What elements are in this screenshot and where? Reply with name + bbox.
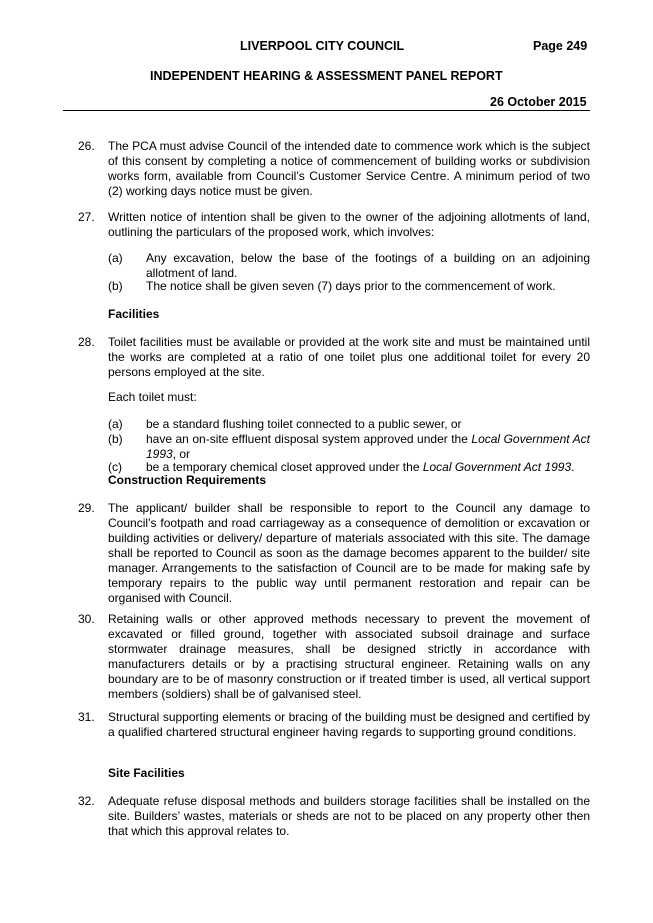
toilet-intro: Each toilet must:	[108, 390, 197, 404]
item-text-post: .	[571, 460, 575, 474]
header-divider	[63, 110, 590, 111]
item-text-pre: have an on-site effluent disposal system approved under the	[146, 432, 472, 446]
item-label: (a)	[108, 417, 123, 431]
condition-text: Written notice of intention shall be given to the owner of the adjoining allotments of land, outlining the particulars of the proposed work, which involves:	[108, 210, 590, 239]
condition-text: Adequate refuse disposal methods and builders storage facilities shall be installed on the site. Builders’ wastes, materials or sheds are not to be placed on any property other then that which this approval relates to.	[108, 794, 590, 838]
report-title: INDEPENDENT HEARING & ASSESSMENT PANEL REPORT	[150, 69, 503, 83]
condition-number: 28.	[78, 335, 95, 349]
report-date: 26 October 2015	[490, 95, 587, 109]
act-name: Local Government Act 1993	[146, 432, 590, 461]
item-text-post: , or	[172, 447, 191, 461]
condition-number: 29.	[78, 501, 95, 515]
item-label: (b)	[108, 432, 123, 446]
act-name: Local Government Act 1993	[422, 460, 572, 474]
condition-text: Toilet facilities must be available or provided at the work site and must be maintained until the works are completed at a ratio of one toilet plus one additional toilet for every 20 persons employed at the site.	[108, 335, 590, 379]
item-text: be a standard flushing toilet connected to a public sewer, or	[146, 417, 462, 431]
condition-number: 32.	[78, 794, 95, 808]
section-heading-site-facilities: Site Facilities	[108, 766, 185, 780]
item-text: The notice shall be given seven (7) days prior to the commencement of work.	[146, 279, 556, 293]
section-heading-facilities: Facilities	[108, 307, 160, 321]
item-text: Any excavation, below the base of the footings of a building on an adjoining allotment of land.	[146, 251, 590, 280]
condition-text: Structural supporting elements or bracing of the building must be designed and certified by a qualified chartered structural engineer having regards to supporting ground conditions.	[108, 710, 590, 739]
item-label: (c)	[108, 460, 122, 474]
section-heading-construction: Construction Requirements	[108, 473, 267, 487]
condition-number: 27.	[78, 210, 95, 224]
item-text	[146, 432, 590, 462]
condition-number: 31.	[78, 710, 95, 724]
council-name: LIVERPOOL CITY COUNCIL	[240, 39, 405, 53]
item-label: (b)	[108, 279, 123, 293]
item-label: (a)	[108, 251, 123, 265]
condition-number: 30.	[78, 612, 95, 626]
condition-text: The applicant/ builder shall be responsible to report to the Council any damage to Council’s footpath and road carriageway as a consequence of demolition or excavation or building activities or delivery/ departure of materials associated with this site. The damage shall be reported to Council as soon as the damage becomes apparent to the builder/ site manager. Arrangements to the satisfaction of Council are to be made for making safe by temporary repairs to the public way until permanent restoration and repair can be organised with Council.	[108, 501, 590, 605]
condition-text: The PCA must advise Council of the intended date to commence work which is the subject of this consent by completing a notice of commencement of building works or subdivision works form, available from Council’s Customer Service Centre. A minimum period of two (2) working days notice must be given.	[108, 139, 590, 198]
item-text-pre: be a temporary chemical closet approved under the	[146, 460, 423, 474]
condition-text: Retaining walls or other approved methods necessary to prevent the movement of excavated or filled ground, together with associated subsoil drainage and surface stormwater drainage measures, shall be designed strictly in accordance with manufacturers details or by a practising structural engineer. Retaining walls on any boundary are to be of masonry construction or if treated timber is used, all vertical support members (soldiers) shall be of galvanised steel.	[108, 612, 590, 701]
condition-number: 26.	[78, 139, 95, 153]
page-number: Page 249	[533, 39, 588, 53]
